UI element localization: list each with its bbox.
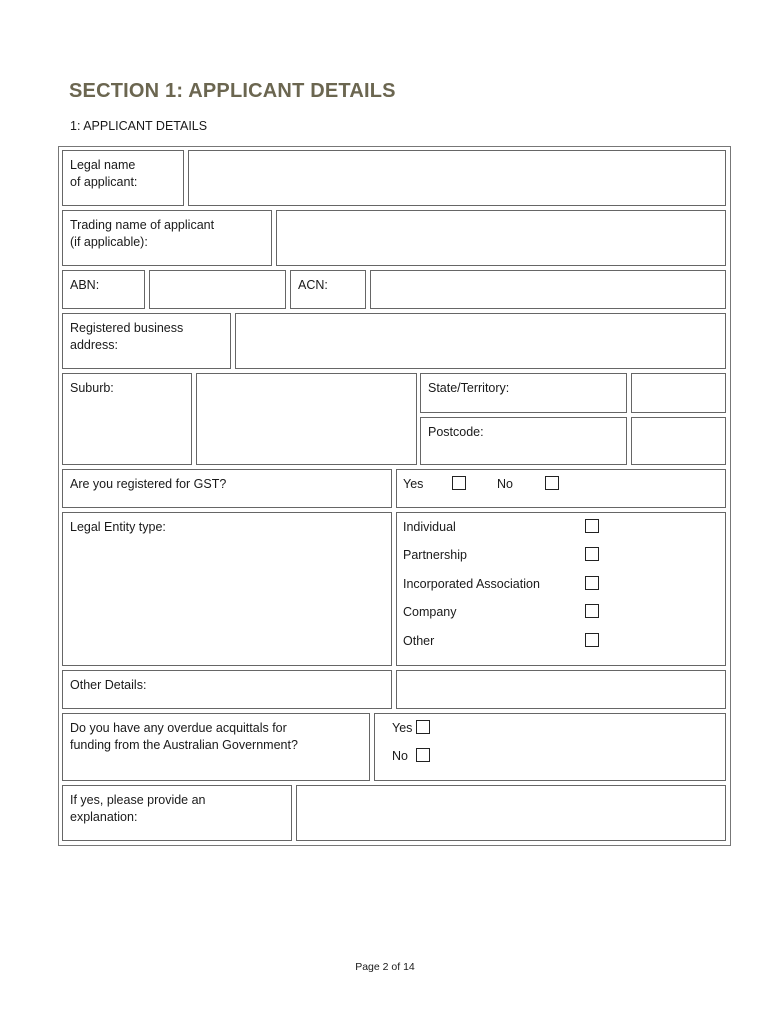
section-title: SECTION 1: APPLICANT DETAILS: [69, 80, 396, 102]
state-field[interactable]: [631, 373, 726, 413]
page-number: Page 2 of 14: [355, 961, 415, 973]
acn-label: ACN:: [298, 278, 328, 292]
acquittals-question-cell: [62, 713, 370, 781]
entity-incorporated-association-checkbox[interactable]: [585, 576, 599, 590]
gst-no-label: No: [497, 477, 513, 491]
trading-name-field[interactable]: [276, 210, 726, 266]
postcode-label: Postcode:: [428, 425, 484, 439]
entity-option-other: Other: [403, 634, 435, 648]
entity-individual-checkbox[interactable]: [585, 519, 599, 533]
postcode-label-cell: [420, 417, 627, 465]
other-details-label-cell: [62, 670, 392, 709]
entity-option-incorporated-association: Incorporated Association: [403, 577, 540, 591]
suburb-field[interactable]: [196, 373, 417, 465]
abn-field[interactable]: [149, 270, 286, 309]
acquittals-no-checkbox[interactable]: [416, 748, 430, 762]
state-label: State/Territory:: [428, 381, 510, 395]
other-details-field[interactable]: [396, 670, 726, 709]
gst-options-cell: [396, 469, 726, 508]
legal-name-label-cell: [62, 150, 184, 206]
gst-question: Are you registered for GST?: [70, 477, 227, 491]
entity-option-company: Company: [403, 605, 457, 619]
entity-partnership-checkbox[interactable]: [585, 547, 599, 561]
acn-label-cell: [290, 270, 366, 309]
state-label-cell: [420, 373, 627, 413]
gst-yes-label: Yes: [403, 477, 424, 491]
address-label-cell: [62, 313, 231, 369]
explanation-field[interactable]: [296, 785, 726, 841]
acquittals-yes-checkbox[interactable]: [416, 720, 430, 734]
acn-field[interactable]: [370, 270, 726, 309]
entity-option-individual: Individual: [403, 520, 456, 534]
address-label-line2: address:: [70, 337, 118, 352]
legal-name-field[interactable]: [188, 150, 726, 206]
trading-name-label-line2: (if applicable):: [70, 234, 148, 249]
address-label-line1: Registered business: [70, 321, 184, 335]
entity-label: Legal Entity type:: [70, 520, 166, 534]
address-field[interactable]: [235, 313, 726, 369]
gst-question-cell: [62, 469, 392, 508]
postcode-field[interactable]: [631, 417, 726, 465]
acquittals-question-line1: Do you have any overdue acquittals for: [70, 721, 287, 735]
suburb-label-cell: [62, 373, 192, 465]
other-details-label: Other Details:: [70, 678, 147, 692]
trading-name-label-line1: Trading name of applicant: [70, 218, 215, 232]
explanation-label-cell: [62, 785, 292, 841]
gst-yes-checkbox[interactable]: [452, 476, 466, 490]
gst-no-checkbox[interactable]: [545, 476, 559, 490]
legal-name-label-line2: of applicant:: [70, 174, 138, 189]
suburb-label: Suburb:: [70, 381, 114, 395]
explanation-label-line2: explanation:: [70, 809, 138, 824]
subsection-title: 1: APPLICANT DETAILS: [70, 119, 208, 133]
trading-name-label-cell: [62, 210, 272, 266]
entity-label-cell: [62, 512, 392, 666]
acquittals-no-label: No: [392, 749, 408, 763]
entity-other-checkbox[interactable]: [585, 633, 599, 647]
entity-company-checkbox[interactable]: [585, 604, 599, 618]
explanation-label-line1: If yes, please provide an: [70, 793, 206, 807]
acquittals-yes-label: Yes: [392, 721, 413, 735]
acquittals-question-line2: funding from the Australian Government?: [70, 737, 298, 752]
entity-option-partnership: Partnership: [403, 548, 467, 562]
legal-name-label-line1: Legal name: [70, 158, 136, 172]
abn-label-cell: [62, 270, 145, 309]
abn-label: ABN:: [70, 278, 100, 292]
